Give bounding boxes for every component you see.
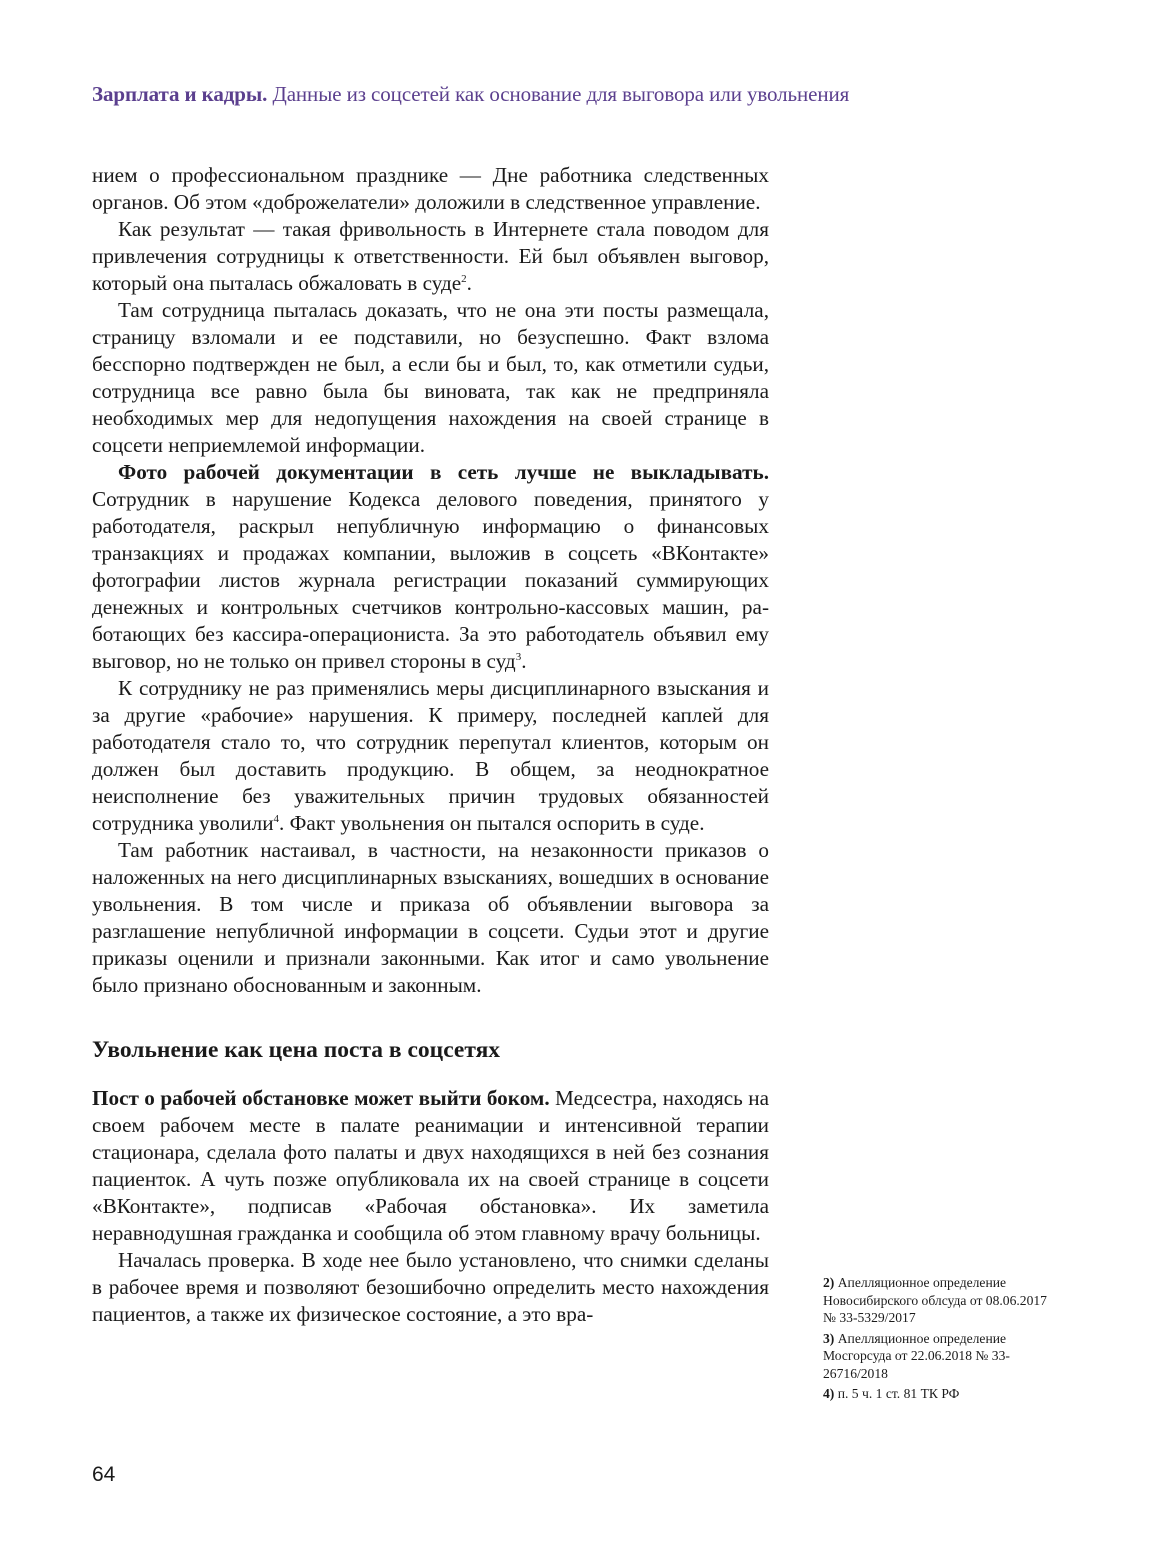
footnote-ref-4[interactable]: 4 <box>273 812 280 825</box>
paragraph-4-lead: Фото рабочей документации в сеть лучше не выкладывать. <box>118 460 769 484</box>
running-head-title: Данные из соцсетей как основание для выговора или увольнения <box>272 82 850 106</box>
paragraph-4: Фото рабочей документации в сеть лучше не выкладывать. Сотрудник в нарушение Кодекса делового поведения, принятого у работодателя, раскрыл непубличную информацию о финансовых транзакциях и продажах компании, выложив в соцсеть «ВКонтакте» фотографии листов журнала регистрации показаний суммирующих денежных и контрольных счетчиков контрольно-кассовых машин, работающих без кассира-операциониста. За это работодатель объявил ему выговор, но не только он привел стороны в суд$^3$. <box>92 460 769 673</box>
section-heading: Увольнение как цена поста в соцсетях <box>92 1037 501 1063</box>
footnote-3: 3) Апелляционное определение Мосгорсуда от 22.06.2018 № 33-26716/2018 <box>823 1330 1010 1381</box>
paragraph-5: К сотруднику не раз применялись меры дисциплинарного взыскания и за другие «рабочие» нарушения. К примеру, последней каплей для работодателя стало то, что сотрудник перепутал клиентов, которым он должен был доставить продукцию. В общем, за неоднократное неисполнение без уважительных причин трудовых обязанностей сотрудника уволили$^4$. Факт увольнения он пытался оспорить в суде. <box>92 676 769 835</box>
paragraph-6: Там работник настаивал, в частности, на незаконности приказов о наложенных на него дисциплинарных взысканиях, вошедших в основание увольнения. В том числе и приказа об объявлении выговора за разглашение непубличной информации в соцсети. Судьи этот и другие приказы оценили и признали законными. Как итог и само увольнение было признано обоснованным и законным. <box>92 838 769 997</box>
paragraph-7-lead: Пост о рабочей обстановке может выйти боком. <box>92 1086 550 1110</box>
footnote-ref-2[interactable]: 2 <box>461 272 467 285</box>
footnote-2: 2) Апелляционное определение Новосибирского облсуда от 08.06.2017 № 33-5329/2017 <box>823 1275 1047 1325</box>
running-head-section: Зарплата и кадры. <box>92 82 268 106</box>
paragraph-3: Там сотрудница пыталась доказать, что не она эти посты размещала, страницу взломали и ее подставили, но безуспешно. Факт взлома бесспорно подтвержден не был, а если бы и был, то, как отметили судьи, сотрудница все равно была бы виновата, так как не предприняла необходимых мер для недопущения нахождения на своей странице в соцсети неприемлемой информации. <box>92 298 769 457</box>
paragraph-1: нием о профессиональном празднике — Дне работника следственных органов. Об этом «доброжелатели» доложили в следственное управление. <box>92 163 769 214</box>
main-text-column <box>92 162 769 1328</box>
paragraph-2: Как результат — такая фривольность в Интернете стала поводом для привлечения сотрудницы к ответственности. Ей был объявлен выговор, который она пыталась обжаловать в суде$^2$. <box>92 217 769 295</box>
page-number: 64 <box>92 1463 116 1486</box>
paragraph-8: Началась проверка. В ходе нее было установлено, что снимки сделаны в рабочее время и позволяют безошибочно определить место нахождения пациентов, а также их физическое состояние, а это вра- <box>92 1248 769 1326</box>
footnote-4: 4) п. 5 ч. 1 ст. 81 ТК РФ <box>823 1386 960 1401</box>
footnotes <box>823 1274 1063 1406</box>
footnote-ref-3[interactable]: 3 <box>515 650 522 663</box>
paragraph-7: Пост о рабочей обстановке может выйти боком. Медсестра, находясь на своем рабочем месте в палате реанимации и интенсивной терапии стационара, сделала фото палаты и двух находящихся в ней без сознания пациенток. А чуть позже опубликовала их на своей странице в соцсети «ВКонтакте», подписав «Рабочая обстановка». Их заметила неравнодушная гражданка и сообщила об этом главному врачу больницы. <box>92 1086 770 1245</box>
running-head <box>92 82 849 107</box>
